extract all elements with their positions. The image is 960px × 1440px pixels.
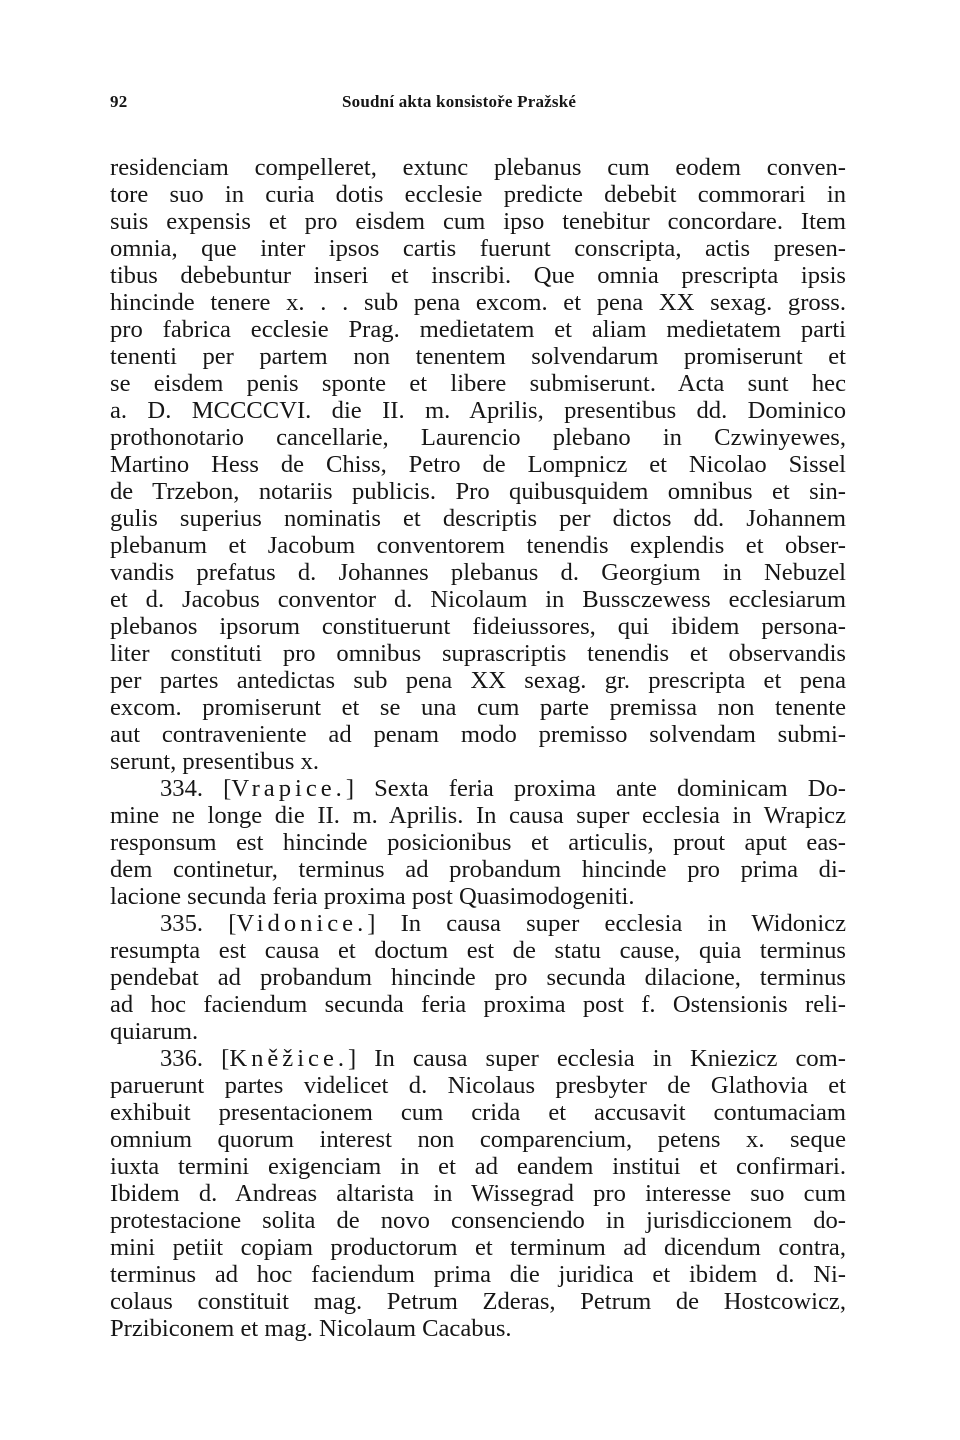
page-number: 92 — [110, 92, 128, 111]
text-line: tore suo in curia dotis ecclesie predicte debebit commorari in — [110, 181, 846, 208]
text-line: et d. Jacobus conventor d. Nicolaum in Bussczewess ecclesiarum — [110, 586, 846, 613]
place-name: Vidonice. — [236, 910, 368, 937]
text-line: vandis prefatus d. Johannes plebanus d. Georgium in Nebuzel — [110, 559, 846, 586]
running-title: Soudní akta konsistoře Pražské — [342, 92, 577, 111]
text-line: serunt, presentibus x. — [110, 748, 320, 775]
entry-heading-336 — [110, 1045, 846, 1072]
text-line: mini petiit copiam productorum et terminum ad dicendum contra, — [110, 1234, 846, 1261]
text-line: residenciam compelleret, extunc plebanus cum eodem conven- — [110, 154, 846, 181]
text-line: a. D. MCCCCVI. die II. m. Aprilis, presentibus dd. Dominico — [110, 397, 846, 424]
entry-number: 334. [ — [160, 775, 232, 802]
text-line: de Trzebon, notariis publicis. Pro quibusquidem omnibus et sin- — [110, 478, 846, 505]
text-line: tibus debebuntur inseri et inscribi. Que omnia prescripta ipsis — [110, 262, 846, 289]
entry-number: 336. [ — [160, 1045, 230, 1072]
text-line: tenenti per partem non tenentem solvendarum promiserunt et — [110, 343, 846, 370]
text-line: exhibuit presentacionem cum crida et accusavit contumaciam — [110, 1099, 846, 1126]
text-line: gulis superius nominatis et descriptis per dictos dd. Johannem — [110, 505, 846, 532]
text-line: liter constituti pro omnibus suprascriptis tenendis et observandis — [110, 640, 846, 667]
text-line: Ibidem d. Andreas altarista in Wissegrad pro interesse suo cum — [110, 1180, 846, 1207]
text-line: Przibiconem et mag. Nicolaum Cacabus. — [110, 1315, 512, 1342]
entry-heading-334 — [110, 775, 846, 802]
entry-text: ] Sexta feria proxima ante dominicam Do- — [345, 775, 846, 802]
text-line: prothonotario cancellarie, Laurencio plebano in Czwinyewes, — [110, 424, 846, 451]
text-line: pendebat ad probandum hincinde pro secunda dilacione, terminus — [110, 964, 846, 991]
text-line: responsum est hincinde posicionibus et articulis, prout aput eas- — [110, 829, 846, 856]
text-line: Martino Hess de Chiss, Petro de Lompnicz et Nicolao Sissel — [110, 451, 846, 478]
document-page — [110, 92, 846, 1342]
text-line: lacione secunda feria proxima post Quasimodogeniti. — [110, 883, 635, 910]
entry-text: ] In causa super ecclesia in Widonicz — [367, 910, 846, 937]
text-line: quiarum. — [110, 1018, 199, 1045]
text-line: excom. promiserunt et se una cum parte premissa non tenente — [110, 694, 846, 721]
text-line: aut contraveniente ad penam modo premisso solvendam submi- — [110, 721, 846, 748]
entry-heading-335 — [110, 910, 846, 937]
text-line: per partes antedictas sub pena XX sexag. gr. prescripta et pena — [110, 667, 846, 694]
text-line: resumpta est causa et doctum est de statu cause, quia terminus — [110, 937, 846, 964]
place-name: Vrapice. — [231, 775, 346, 802]
entry-text: ] In causa super ecclesia in Kniezicz com- — [348, 1045, 846, 1072]
text-line: plebanos ipsorum constituerunt fideiussores, qui ibidem persona- — [110, 613, 846, 640]
text-line: protestacione solita de novo consenciendo in jurisdiccionem do- — [110, 1207, 846, 1234]
text-line: se eisdem penis sponte et libere submiserunt. Acta sunt hec — [110, 370, 846, 397]
text-line: hincinde tenere x. . . sub pena excom. et pena XX sexag. gross. — [110, 289, 846, 316]
text-line: mine ne longe die II. m. Aprilis. In causa super ecclesia in Wrapicz — [110, 802, 846, 829]
text-line: plebanum et Jacobum conventorem tenendis explendis et obser- — [110, 532, 846, 559]
text-line: omnia, que inter ipsos cartis fuerunt conscripta, actis presen- — [110, 235, 846, 262]
text-line: terminus ad hoc faciendum prima die juridica et ibidem d. Ni- — [110, 1261, 846, 1288]
text-line: dem continetur, terminus ad probandum hincinde pro prima di- — [110, 856, 846, 883]
running-head — [110, 92, 846, 114]
text-line: pro fabrica ecclesie Prag. medietatem et aliam medietatem parti — [110, 316, 846, 343]
text-line: paruerunt partes videlicet d. Nicolaus presbyter de Glathovia et — [110, 1072, 846, 1099]
entry-number: 335. [ — [160, 910, 237, 937]
place-name: Kněžice. — [229, 1045, 349, 1072]
text-line: colaus constituit mag. Petrum Zderas, Petrum de Hostcowicz, — [110, 1288, 846, 1315]
text-line: suis expensis et pro eisdem cum ipso tenebitur concordare. Item — [110, 208, 846, 235]
body-text — [110, 154, 846, 1342]
text-line: ad hoc faciendum secunda feria proxima post f. Ostensionis reli- — [110, 991, 846, 1018]
text-line: iuxta termini exigenciam in et ad eandem institui et confirmari. — [110, 1153, 846, 1180]
text-line: omnium quorum interest non comparencium, petens x. seque — [110, 1126, 846, 1153]
